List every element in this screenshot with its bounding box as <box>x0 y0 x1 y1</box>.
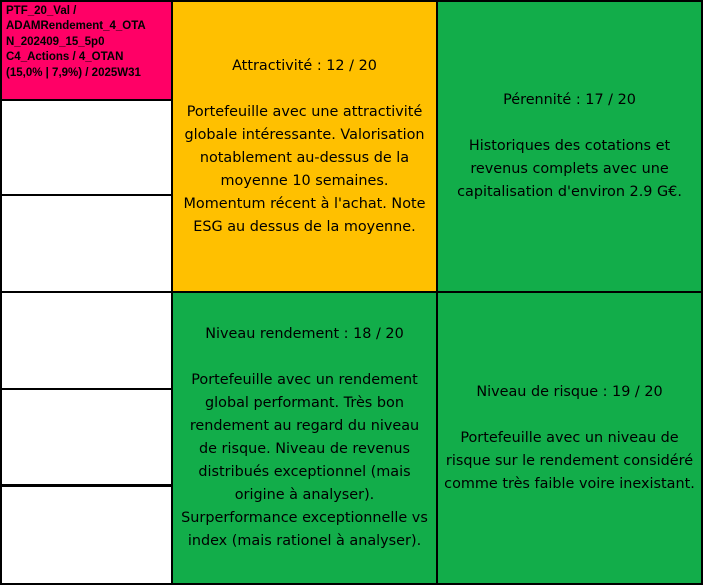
portfolio-title-line-2: ADAMRendement_4_OTA <box>6 20 146 33</box>
risque-card <box>436 291 703 585</box>
perennite-body: Historiques des cotations et revenus complets avec une capitalisation d'environ 2.9 G€. <box>457 138 682 200</box>
risque-body: Portefeuille avec un niveau de risque sur le rendement considéré comme très faible voire inexistant. <box>444 429 695 492</box>
portfolio-title-line-3: N_202409_15_5p0 <box>6 35 105 48</box>
portfolio-title-cell <box>0 0 173 101</box>
attractivite-card <box>171 0 438 293</box>
rendement-heading: Niveau rendement : 18 / 20 <box>205 326 404 342</box>
risque-heading: Niveau de risque : 19 / 20 <box>476 383 663 400</box>
perennite-card <box>436 0 703 293</box>
empty-cell-1 <box>0 99 173 196</box>
empty-cell-4 <box>0 388 173 486</box>
attractivite-body: Portefeuille avec une attractivité globale intéressante. Valorisation notablement au-dessus de la moyenne 10 semaines. Momentum récent à l'achat. Note ESG au dessus de la moyenne. <box>183 103 426 235</box>
empty-cell-2 <box>0 194 173 293</box>
empty-cell-3 <box>0 291 173 390</box>
portfolio-title-line-1: PTF_20_Val / <box>6 5 77 17</box>
empty-cell-5 <box>0 485 173 585</box>
attractivite-heading: Attractivité : 12 / 20 <box>232 57 377 74</box>
portfolio-title-line-4: C4_Actions / 4_OTAN <box>6 51 124 64</box>
rendement-card <box>171 291 438 585</box>
perennite-heading: Pérennité : 17 / 20 <box>503 92 636 108</box>
rendement-body: Portefeuille avec un rendement global performant. Très bon rendement au regard du niveau de risque. Niveau de revenus distribués exceptionnel (mais origine à analyser). Surperformance exceptionnelle vs index (mais rationel à analyser). <box>181 372 428 549</box>
portfolio-title-line-5: (15,0% | 7,9%) / 2025W31 <box>6 66 141 79</box>
